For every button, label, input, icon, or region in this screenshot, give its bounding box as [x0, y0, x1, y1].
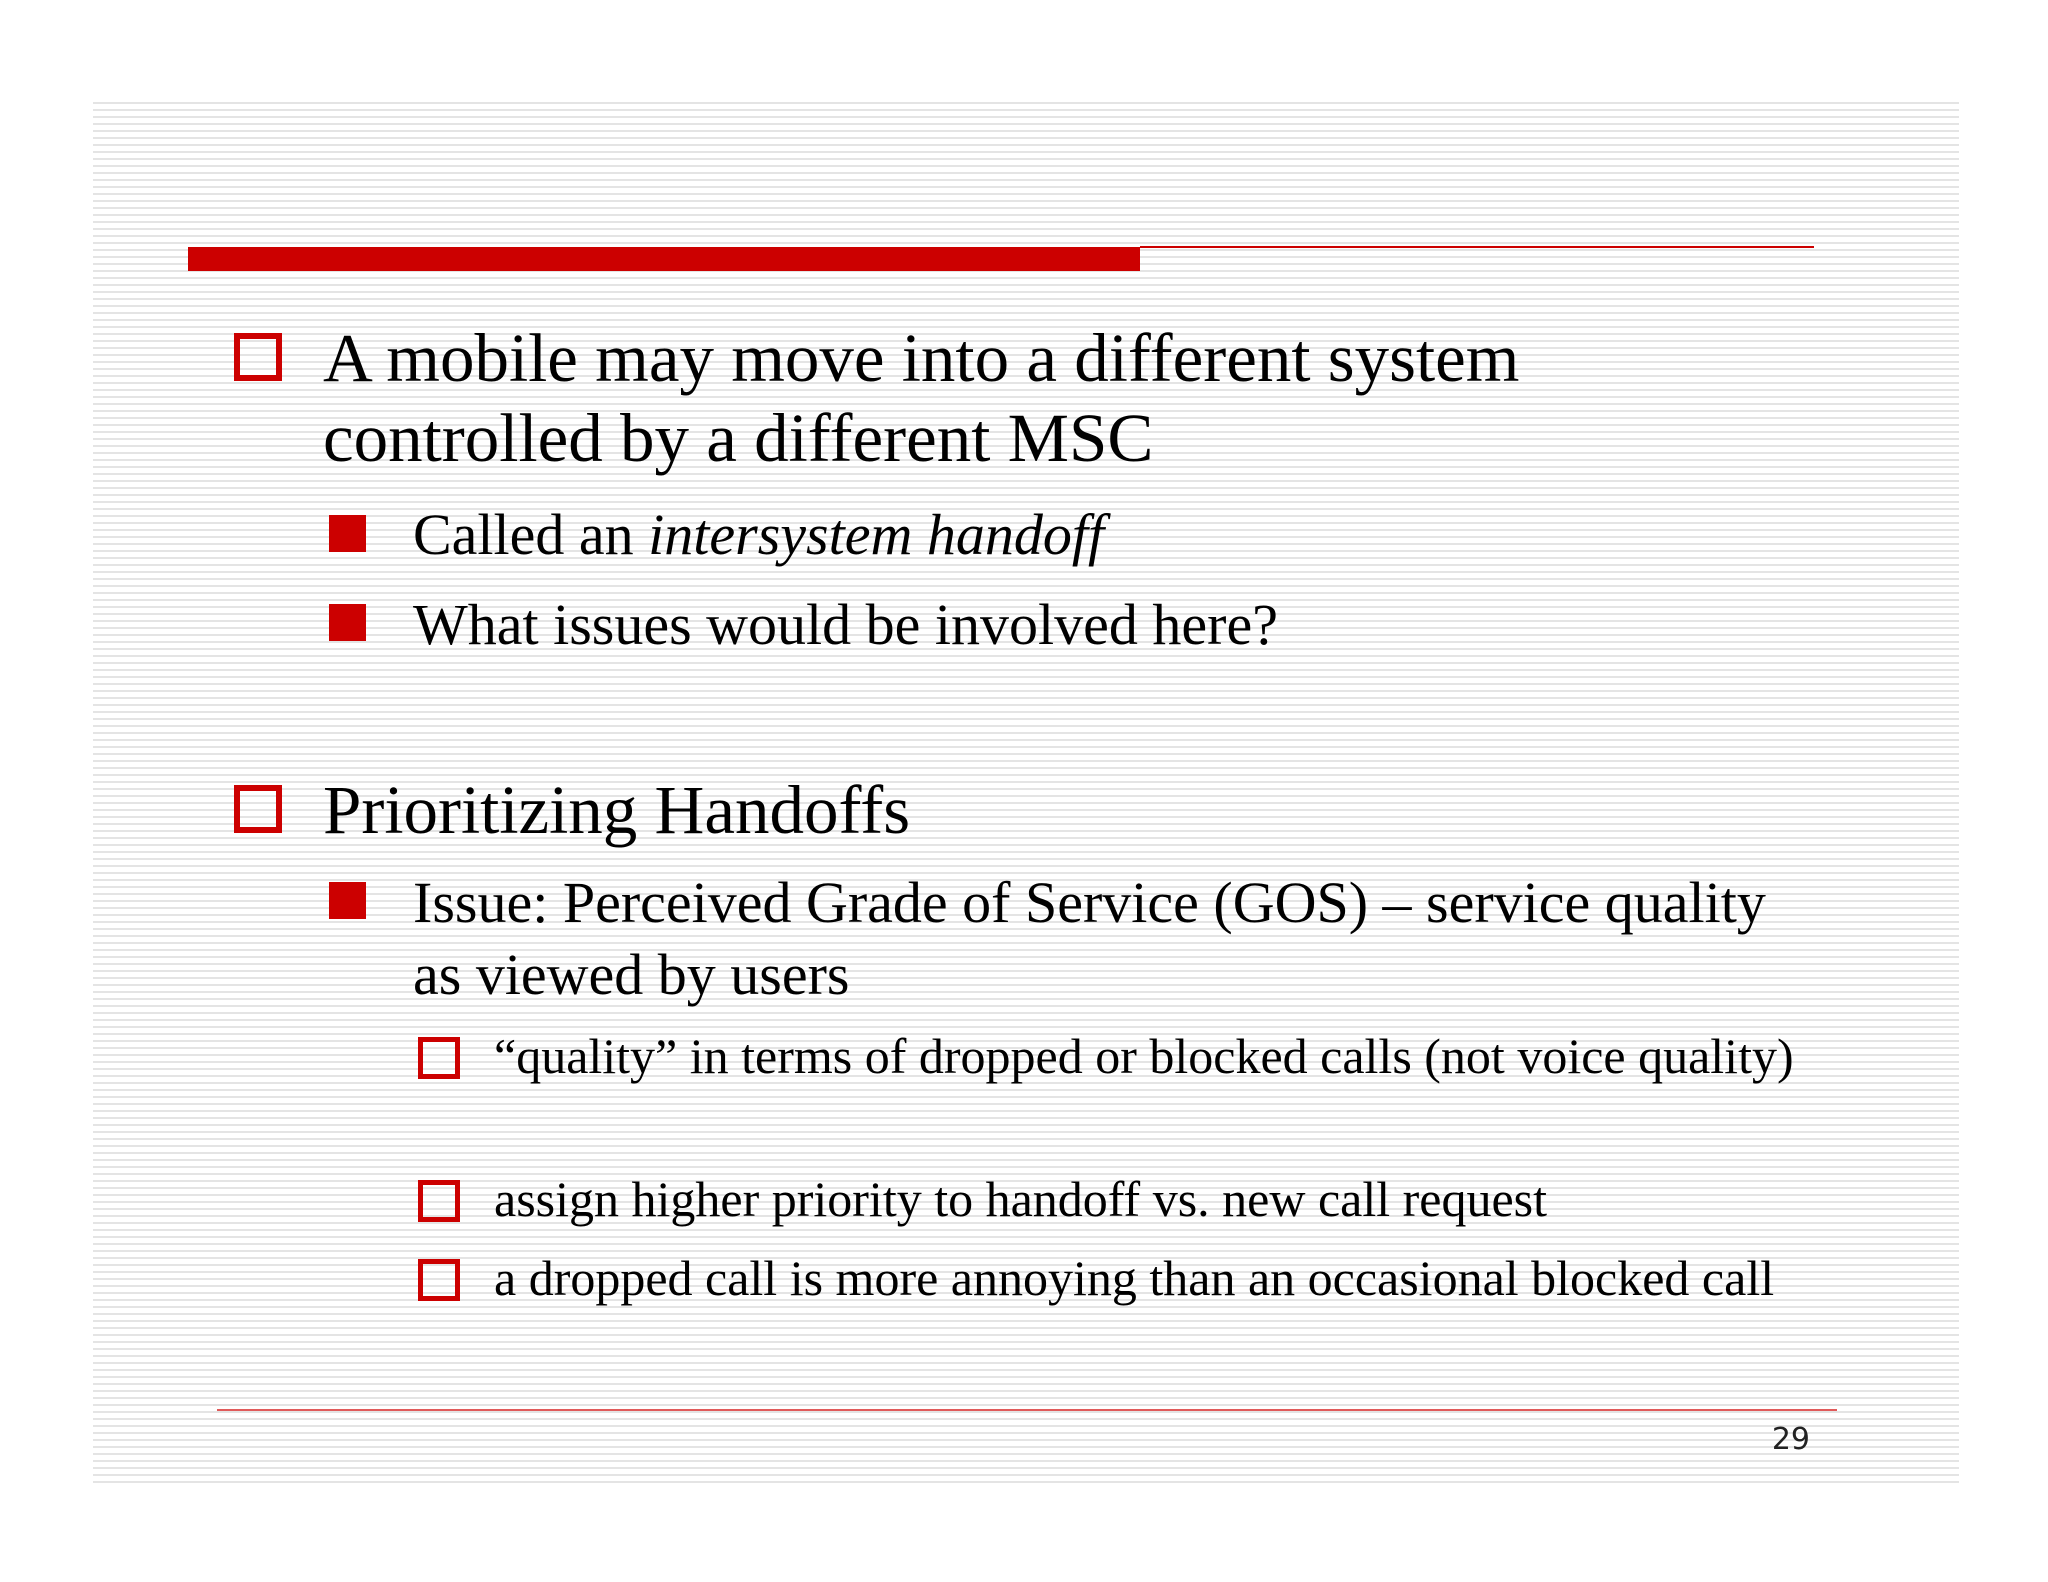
- sub-bullet-issues-question: What issues would be involved here?: [413, 592, 1278, 657]
- sub-bullet-prefix: Called an: [413, 502, 649, 567]
- point-quality-definition: “quality” in terms of dropped or blocked calls (not voice quality): [494, 1028, 1794, 1084]
- bullet-intersystem-move: A mobile may move into a different system controlled by a different MSC: [323, 320, 1520, 476]
- hollow-square-small-bullet-icon: [418, 1259, 460, 1301]
- solid-square-bullet-icon: [329, 882, 366, 919]
- page-number: 29: [1771, 1422, 1810, 1457]
- bullet-prioritizing-handoffs: Prioritizing Handoffs: [323, 772, 911, 848]
- solid-square-bullet-icon: [329, 515, 366, 552]
- hollow-square-bullet-icon: [234, 785, 282, 833]
- intersystem-handoff-term: intersystem handoff: [648, 502, 1105, 567]
- solid-square-bullet-icon: [329, 604, 366, 641]
- footer-divider: [217, 1409, 1837, 1411]
- sub-bullet-intersystem-handoff: [413, 499, 1813, 571]
- hollow-square-small-bullet-icon: [418, 1037, 460, 1079]
- title-accent-line: [1140, 246, 1814, 248]
- sub-bullet-gos-issue: Issue: Perceived Grade of Service (GOS) – service quality as viewed by users: [413, 870, 1766, 1007]
- hollow-square-bullet-icon: [234, 333, 282, 381]
- title-accent-bar: [188, 247, 1140, 271]
- point-dropped-vs-blocked: a dropped call is more annoying than an occasional blocked call: [494, 1250, 1775, 1306]
- hollow-square-small-bullet-icon: [418, 1180, 460, 1222]
- point-higher-priority: assign higher priority to handoff vs. new call request: [494, 1171, 1548, 1227]
